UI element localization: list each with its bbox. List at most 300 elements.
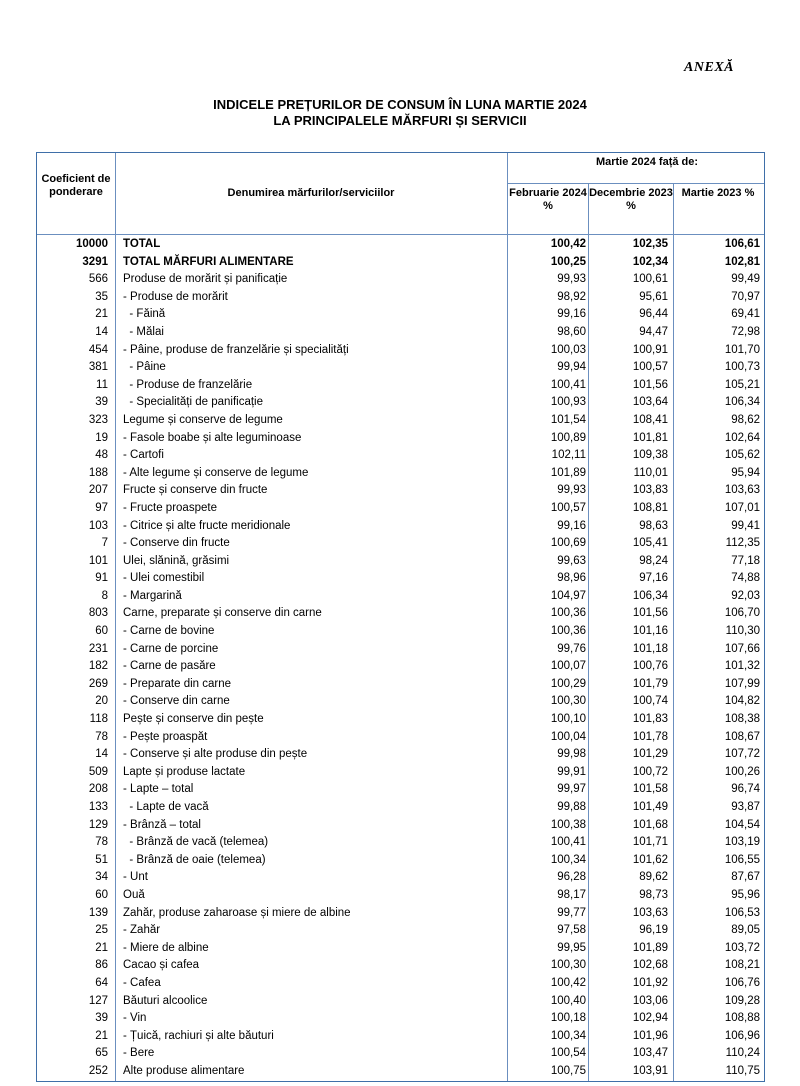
- march-cell: 106,76: [724, 976, 760, 989]
- december-cell: 101,49: [632, 801, 668, 813]
- weight-cell: 207: [88, 484, 108, 497]
- weight-cell: 35: [95, 290, 108, 303]
- december-cell: 100,76: [632, 660, 668, 673]
- february-cell: 99,91: [557, 765, 586, 778]
- march-cell: 99,49: [731, 273, 760, 286]
- february-cell: 100,25: [550, 255, 586, 268]
- table-row: [37, 975, 764, 993]
- weight-cell: 454: [88, 343, 108, 356]
- table-row: [37, 518, 764, 536]
- december-cell: 98,73: [639, 888, 668, 901]
- weight-cell: 252: [88, 1064, 108, 1077]
- march-cell: 87,67: [731, 871, 760, 884]
- february-cell: 99,88: [557, 801, 586, 813]
- name-cell: - Margarină: [123, 589, 182, 602]
- table-row: [37, 430, 764, 448]
- december-cell: 98,63: [639, 519, 668, 532]
- december-cell: 100,72: [632, 765, 668, 778]
- february-cell: 100,57: [550, 501, 586, 514]
- name-cell: - Pește proaspăt: [123, 730, 208, 743]
- february-cell: 100,36: [550, 625, 586, 638]
- table-row: [37, 324, 764, 342]
- march-cell: 93,87: [731, 801, 760, 813]
- march-cell: 102,64: [724, 431, 760, 444]
- february-cell: 97,58: [557, 924, 586, 937]
- march-cell: 100,26: [724, 765, 760, 778]
- name-cell: Ulei, slănină, grăsimi: [123, 554, 230, 567]
- table-row: [37, 1045, 764, 1063]
- price-index-table: [36, 152, 765, 1082]
- december-cell: 96,44: [639, 308, 668, 321]
- march-cell: 106,53: [724, 906, 760, 919]
- march-cell: 108,67: [724, 730, 760, 743]
- december-cell: 103,83: [632, 484, 668, 497]
- march-cell: 89,05: [731, 924, 760, 937]
- february-cell: 101,89: [550, 466, 586, 479]
- name-cell: - Carne de bovine: [123, 625, 215, 638]
- march-cell: 106,61: [724, 238, 760, 250]
- december-cell: 100,74: [632, 695, 668, 708]
- march-cell: 69,41: [731, 308, 760, 321]
- weight-cell: 14: [95, 325, 108, 338]
- header-march: Martie 2023 %: [681, 187, 755, 199]
- december-cell: 101,89: [632, 941, 668, 954]
- march-cell: 106,96: [724, 1029, 760, 1042]
- february-cell: 100,03: [550, 343, 586, 356]
- table-row: [37, 869, 764, 887]
- february-cell: 100,04: [550, 730, 586, 743]
- december-cell: 101,92: [632, 976, 668, 989]
- table-row: [37, 623, 764, 641]
- march-cell: 106,70: [724, 607, 760, 620]
- name-cell: - Țuică, rachiuri și alte băuturi: [123, 1029, 274, 1042]
- december-cell: 101,83: [632, 713, 668, 726]
- weight-cell: 323: [88, 413, 108, 426]
- weight-cell: 21: [95, 1029, 108, 1042]
- march-cell: 101,32: [724, 660, 760, 673]
- march-cell: 103,63: [724, 484, 760, 497]
- march-cell: 107,99: [724, 677, 760, 690]
- name-cell: Alte produse alimentare: [123, 1064, 245, 1077]
- weight-cell: 231: [88, 642, 108, 655]
- weight-cell: 509: [88, 765, 108, 778]
- name-cell: - Pâine, produse de franzelărie și specialități: [123, 343, 349, 356]
- header-december: Decembrie 2023 %: [589, 187, 673, 212]
- name-cell: - Produse de morărit: [123, 290, 228, 303]
- table-row: [37, 957, 764, 975]
- name-cell: - Lapte – total: [123, 783, 194, 796]
- march-cell: 92,03: [731, 589, 760, 602]
- table-row: [37, 236, 764, 254]
- february-cell: 100,10: [550, 713, 586, 726]
- december-cell: 100,57: [632, 361, 668, 374]
- name-cell: Cacao și cafea: [123, 959, 200, 972]
- weight-cell: 39: [95, 1012, 108, 1025]
- table-row: [37, 781, 764, 799]
- name-cell: - Preparate din carne: [123, 677, 232, 690]
- december-cell: 101,71: [632, 836, 668, 849]
- march-cell: 95,96: [731, 888, 760, 901]
- february-cell: 99,97: [557, 783, 586, 796]
- december-cell: 96,19: [639, 924, 668, 937]
- march-cell: 72,98: [731, 325, 760, 338]
- title-line-2: LA PRINCIPALELE MĂRFURI ȘI SERVICII: [273, 113, 527, 128]
- table-row: [37, 676, 764, 694]
- december-cell: 109,38: [632, 449, 668, 462]
- name-cell: Produse de morărit și panificație: [123, 273, 288, 286]
- december-cell: 103,06: [632, 994, 668, 1007]
- name-cell: - Conserve din fructe: [123, 537, 230, 550]
- weight-cell: 64: [95, 976, 108, 989]
- march-cell: 107,01: [724, 501, 760, 514]
- march-cell: 110,30: [725, 625, 760, 638]
- table-row: [37, 905, 764, 923]
- weight-cell: 208: [88, 783, 108, 796]
- table-row: [37, 1063, 764, 1081]
- header-name: Denumirea mărfurilor/serviciilor: [227, 187, 395, 199]
- december-cell: 102,35: [632, 238, 668, 250]
- february-cell: 96,28: [557, 871, 586, 884]
- december-cell: 103,47: [632, 1047, 668, 1060]
- february-cell: 99,16: [557, 308, 586, 321]
- weight-cell: 566: [88, 273, 108, 286]
- march-cell: 70,97: [731, 290, 760, 303]
- march-cell: 74,88: [731, 572, 760, 585]
- february-cell: 99,94: [557, 361, 586, 374]
- table-row: [37, 852, 764, 870]
- weight-cell: 19: [95, 431, 108, 444]
- december-cell: 110,01: [633, 466, 668, 479]
- name-cell: - Carne de porcine: [123, 642, 219, 655]
- table-row: [37, 711, 764, 729]
- february-cell: 98,96: [557, 572, 586, 585]
- name-cell: - Făină: [123, 308, 166, 321]
- march-cell: 77,18: [731, 554, 760, 567]
- weight-cell: 14: [95, 748, 108, 761]
- document-title: [0, 97, 800, 129]
- december-cell: 102,68: [632, 959, 668, 972]
- weight-cell: 103: [88, 519, 108, 532]
- february-cell: 100,42: [550, 238, 586, 250]
- weight-cell: 65: [95, 1047, 108, 1060]
- february-cell: 100,30: [550, 695, 586, 708]
- march-cell: 107,72: [724, 748, 760, 761]
- name-cell: - Specialități de panificație: [123, 396, 263, 409]
- march-cell: 105,21: [724, 378, 760, 391]
- name-cell: TOTAL: [123, 238, 161, 250]
- name-cell: - Carne de pasăre: [123, 660, 216, 673]
- table-row: [37, 342, 764, 360]
- march-cell: 110,75: [725, 1064, 760, 1077]
- march-cell: 101,70: [724, 343, 760, 356]
- february-cell: 100,69: [550, 537, 586, 550]
- february-cell: 100,54: [550, 1047, 586, 1060]
- march-cell: 112,35: [725, 537, 760, 550]
- december-cell: 100,61: [632, 273, 668, 286]
- february-cell: 102,11: [551, 449, 586, 462]
- weight-cell: 39: [95, 396, 108, 409]
- name-cell: Fructe și conserve din fructe: [123, 484, 268, 497]
- table-row: [37, 887, 764, 905]
- table-row: [37, 588, 764, 606]
- december-cell: 101,78: [632, 730, 668, 743]
- weight-cell: 118: [89, 713, 108, 726]
- name-cell: - Alte legume și conserve de legume: [123, 466, 309, 479]
- march-cell: 98,62: [731, 413, 760, 426]
- march-cell: 102,81: [724, 255, 760, 268]
- february-cell: 100,34: [550, 853, 586, 866]
- weight-cell: 139: [88, 906, 108, 919]
- table-row: [37, 377, 764, 395]
- december-cell: 98,24: [639, 554, 668, 567]
- december-cell: 101,68: [632, 818, 668, 831]
- name-cell: - Vin: [123, 1012, 147, 1025]
- weight-cell: 91: [95, 572, 108, 585]
- weight-cell: 20: [95, 695, 108, 708]
- name-cell: - Miere de albine: [123, 941, 209, 954]
- march-cell: 104,82: [724, 695, 760, 708]
- february-cell: 99,95: [557, 941, 586, 954]
- table-row: [37, 764, 764, 782]
- name-cell: - Conserve din carne: [123, 695, 230, 708]
- december-cell: 101,56: [632, 378, 668, 391]
- february-cell: 100,38: [550, 818, 586, 831]
- weight-cell: 8: [101, 589, 108, 602]
- table-row: [37, 834, 764, 852]
- weight-cell: 25: [95, 924, 108, 937]
- february-cell: 100,18: [550, 1012, 586, 1025]
- table-row: [37, 993, 764, 1011]
- name-cell: - Unt: [123, 871, 148, 884]
- weight-cell: 78: [95, 836, 108, 849]
- name-cell: - Brânză de oaie (telemea): [123, 853, 266, 866]
- december-cell: 101,62: [632, 853, 668, 866]
- table-row: [37, 359, 764, 377]
- name-cell: - Produse de franzelărie: [123, 378, 253, 391]
- table-body: [37, 236, 764, 1081]
- weight-cell: 60: [95, 888, 108, 901]
- december-cell: 101,81: [632, 431, 668, 444]
- december-cell: 100,91: [632, 343, 668, 356]
- december-cell: 103,91: [632, 1064, 668, 1077]
- table-row: [37, 447, 764, 465]
- december-cell: 101,16: [632, 625, 668, 638]
- weight-cell: 133: [88, 801, 108, 813]
- annex-label: ANEXĂ: [684, 60, 734, 75]
- name-cell: Lapte și produse lactate: [123, 765, 246, 778]
- table-row: [37, 641, 764, 659]
- name-cell: - Fructe proaspete: [123, 501, 217, 514]
- december-cell: 108,81: [632, 501, 668, 514]
- weight-cell: 269: [88, 677, 108, 690]
- february-cell: 100,89: [550, 431, 586, 444]
- weight-cell: 11: [96, 378, 108, 391]
- table-row: [37, 693, 764, 711]
- table-row: [37, 817, 764, 835]
- table-row: [37, 465, 764, 483]
- march-cell: 103,72: [724, 941, 760, 954]
- december-cell: 101,96: [632, 1029, 668, 1042]
- header-group-divider: [507, 183, 764, 184]
- name-cell: Carne, preparate și conserve din carne: [123, 607, 322, 620]
- name-cell: Băuturi alcoolice: [123, 994, 208, 1007]
- february-cell: 99,93: [557, 484, 586, 497]
- december-cell: 103,63: [632, 906, 668, 919]
- march-cell: 95,94: [731, 466, 760, 479]
- february-cell: 104,97: [550, 589, 586, 602]
- table-row: [37, 271, 764, 289]
- table-row: [37, 535, 764, 553]
- march-cell: 105,62: [724, 449, 760, 462]
- february-cell: 99,93: [557, 273, 586, 286]
- name-cell: - Citrice și alte fructe meridionale: [123, 519, 291, 532]
- february-cell: 100,29: [550, 677, 586, 690]
- name-cell: Legume și conserve de legume: [123, 413, 283, 426]
- name-cell: Pește și conserve din pește: [123, 713, 264, 726]
- name-cell: - Zahăr: [123, 924, 161, 937]
- december-cell: 101,29: [632, 748, 668, 761]
- table-row: [37, 412, 764, 430]
- weight-cell: 101: [88, 554, 108, 567]
- march-cell: 106,34: [724, 396, 760, 409]
- march-cell: 110,24: [725, 1047, 760, 1060]
- december-cell: 102,34: [632, 255, 668, 268]
- february-cell: 98,60: [557, 325, 586, 338]
- march-cell: 99,41: [731, 519, 760, 532]
- table-row: [37, 605, 764, 623]
- march-cell: 107,66: [724, 642, 760, 655]
- march-cell: 96,74: [731, 783, 760, 796]
- table-row: [37, 922, 764, 940]
- table-row: [37, 482, 764, 500]
- december-cell: 106,34: [632, 589, 668, 602]
- december-cell: 97,16: [639, 572, 668, 585]
- february-cell: 101,54: [550, 413, 586, 426]
- december-cell: 101,18: [632, 642, 668, 655]
- name-cell: - Bere: [123, 1047, 155, 1060]
- name-cell: - Lapte de vacă: [123, 801, 209, 813]
- december-cell: 108,41: [632, 413, 668, 426]
- name-cell: - Cafea: [123, 976, 161, 989]
- weight-cell: 381: [88, 361, 108, 374]
- february-cell: 99,98: [557, 748, 586, 761]
- weight-cell: 7: [101, 537, 108, 550]
- weight-cell: 3291: [82, 255, 108, 268]
- weight-cell: 60: [95, 625, 108, 638]
- february-cell: 99,63: [557, 554, 586, 567]
- weight-cell: 21: [95, 941, 108, 954]
- title-line-1: INDICELE PREȚURILOR DE CONSUM ÎN LUNA MARTIE 2024: [213, 97, 587, 112]
- table-row: [37, 799, 764, 817]
- weight-cell: 34: [95, 871, 108, 884]
- table-row: [37, 729, 764, 747]
- table-row: [37, 746, 764, 764]
- february-cell: 100,34: [550, 1029, 586, 1042]
- name-cell: - Conserve și alte produse din pește: [123, 748, 308, 761]
- table-row: [37, 570, 764, 588]
- table-row: [37, 394, 764, 412]
- february-cell: 99,77: [557, 906, 586, 919]
- name-cell: - Brânză de vacă (telemea): [123, 836, 269, 849]
- name-cell: - Fasole boabe și alte leguminoase: [123, 431, 302, 444]
- header-february: Februarie 2024 %: [509, 187, 587, 212]
- weight-cell: 129: [88, 818, 108, 831]
- march-cell: 104,54: [724, 818, 760, 831]
- february-cell: 100,93: [550, 396, 586, 409]
- weight-cell: 86: [95, 959, 108, 972]
- weight-cell: 97: [95, 501, 108, 514]
- december-cell: 103,64: [632, 396, 668, 409]
- name-cell: - Pâine: [123, 361, 166, 374]
- march-cell: 108,88: [724, 1012, 760, 1025]
- header-divider: [37, 234, 764, 235]
- table-row: [37, 289, 764, 307]
- february-cell: 100,07: [550, 660, 586, 673]
- weight-cell: 10000: [76, 238, 108, 250]
- february-cell: 100,41: [550, 836, 586, 849]
- december-cell: 95,61: [639, 290, 668, 303]
- february-cell: 100,36: [550, 607, 586, 620]
- december-cell: 102,94: [632, 1012, 668, 1025]
- name-cell: - Ulei comestibil: [123, 572, 205, 585]
- february-cell: 99,76: [557, 642, 586, 655]
- weight-cell: 78: [95, 730, 108, 743]
- weight-cell: 21: [95, 308, 108, 321]
- march-cell: 108,21: [724, 959, 760, 972]
- march-cell: 103,19: [724, 836, 760, 849]
- table-row: [37, 553, 764, 571]
- december-cell: 101,56: [632, 607, 668, 620]
- march-cell: 100,73: [724, 361, 760, 374]
- weight-cell: 182: [88, 660, 108, 673]
- header-weight: Coeficient de ponderare: [41, 173, 111, 198]
- march-cell: 106,55: [724, 853, 760, 866]
- march-cell: 109,28: [724, 994, 760, 1007]
- february-cell: 99,16: [557, 519, 586, 532]
- february-cell: 100,30: [550, 959, 586, 972]
- table-row: [37, 500, 764, 518]
- name-cell: - Brânză – total: [123, 818, 201, 831]
- weight-cell: 188: [88, 466, 108, 479]
- february-cell: 98,92: [557, 290, 586, 303]
- name-cell: Zahăr, produse zaharoase și miere de albine: [123, 906, 351, 919]
- name-cell: - Cartofi: [123, 449, 164, 462]
- february-cell: 98,17: [557, 888, 586, 901]
- february-cell: 100,41: [550, 378, 586, 391]
- december-cell: 94,47: [639, 325, 668, 338]
- weight-cell: 48: [95, 449, 108, 462]
- december-cell: 101,58: [632, 783, 668, 796]
- table-row: [37, 306, 764, 324]
- header-group: Martie 2024 față de:: [595, 156, 699, 168]
- name-cell: TOTAL MĂRFURI ALIMENTARE: [123, 255, 294, 268]
- name-cell: Ouă: [123, 888, 145, 901]
- table-row: [37, 940, 764, 958]
- february-cell: 100,75: [550, 1064, 586, 1077]
- table-row: [37, 1028, 764, 1046]
- december-cell: 101,79: [632, 677, 668, 690]
- table-row: [37, 254, 764, 272]
- weight-cell: 51: [95, 853, 108, 866]
- february-cell: 100,42: [550, 976, 586, 989]
- name-cell: - Mălai: [123, 325, 164, 338]
- december-cell: 89,62: [639, 871, 668, 884]
- march-cell: 108,38: [724, 713, 760, 726]
- table-row: [37, 658, 764, 676]
- december-cell: 105,41: [632, 537, 668, 550]
- weight-cell: 127: [88, 994, 108, 1007]
- table-row: [37, 1010, 764, 1028]
